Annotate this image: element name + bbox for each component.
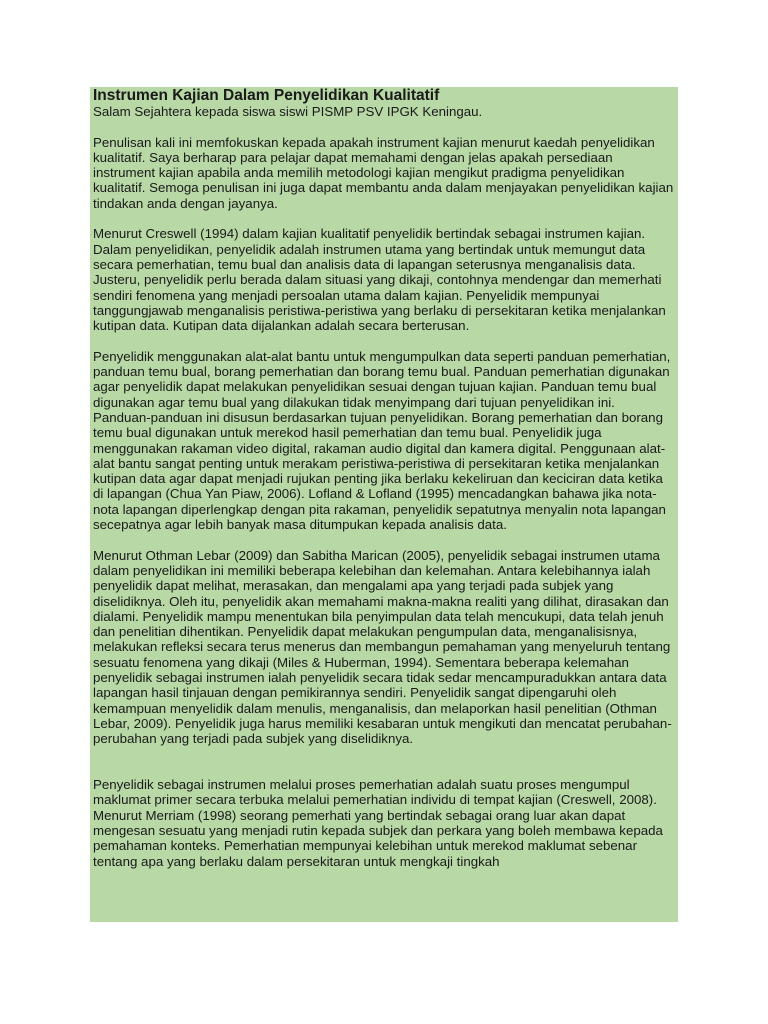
greeting-line: Salam Sejahtera kepada siswa siswi PISMP PSV IPGK Keningau.: [93, 104, 483, 119]
paragraph-spacer: [93, 762, 675, 777]
paragraph-tools: Penyelidik menggunakan alat-alat bantu untuk mengumpulkan data seperti panduan pemerhatian, panduan temu bual, borang pemerhatian dan borang temu bual. Panduan pemerhatian digunakan agar penyelidik dapat melakukan penyelidikan sesuai dengan tujuan kajian. Panduan temu bual digunakan agar temu bual yang dilakukan tidak menyimpang dari tujuan penyelidikan ini. Panduan-panduan ini disusun berdasarkan tujuan penyelidikan. Borang pemerhatian dan borang temu bual digunakan untuk merekod hasil pemerhatian dan temu bual. Penyelidik juga menggunakan rakaman video digital, rakaman audio digital dan kamera digital. Penggunaan alat-alat bantu sangat penting untuk merakam peristiwa-peristiwa di persekitaran ketika menjalankan kutipan data agar dapat menjadi rujukan penting jika berlaku kekeliruan dan keciciran data ketika di lapangan (Chua Yan Piaw, 2006). Lofland & Lofland (1995) mencadangkan bahawa jika nota-nota lapangan diperlengkap dengan pita rakaman, penyelidik sepatutnya menyalin nota lapangan secepatnya agar lebih banyak masa ditumpukan kepada analisis data.: [93, 348, 671, 533]
document-body: [90, 87, 678, 869]
document-page: [90, 87, 678, 922]
paragraph-observation: Penyelidik sebagai instrumen melalui proses pemerhatian adalah suatu proses mengumpul maklumat primer secara terbuka melalui pemerhatian individu di tempat kajian (Creswell, 2008). Menurut Merriam (1998) seorang pemerhati yang bertindak sebagai orang luar akan dapat mengesan sesuatu yang menjadi rutin kepada subjek dan perkara yang boleh membawa kepada pemahaman konteks. Pemerhatian mempunyai kelebihan untuk merekod maklumat sebenar tentang apa yang berlaku dalam persekitaran untuk mengkaji tingkah: [93, 777, 663, 869]
document-title: Instrumen Kajian Dalam Penyelidikan Kualitatif: [93, 87, 440, 104]
paragraph-creswell: Menurut Creswell (1994) dalam kajian kualitatif penyelidik bertindak sebagai instrumen kajian. Dalam penyelidikan, penyelidik adalah instrumen utama yang bertindak untuk memungut data secara pemerhatian, temu bual dan analisis data di lapangan seterusnya menganalisis data. Justeru, penyelidik perlu berada dalam situasi yang dikaji, contohnya mendengar dan memerhati sendiri fenomena yang menjadi persoalan utama dalam kajian. Penyelidik mempunyai tanggungjawab menganalisis peristiwa-peristiwa yang berlaku di persekitaran ketika menjalankan kutipan data. Kutipan data dijalankan adalah secara berterusan.: [93, 226, 666, 334]
paragraph-strengths-weaknesses: Menurut Othman Lebar (2009) dan Sabitha Marican (2005), penyelidik sebagai instrumen utama dalam penyelidikan ini memiliki beberapa kelebihan dan kelemahan. Antara kelebihannya ialah penyelidik dapat melihat, merasakan, dan mengalami apa yang terjadi pada subjek yang diselidiknya. Oleh itu, penyelidik akan memahami makna-makna realiti yang dilihat, dirasakan dan dialami. Penyelidik mampu menentukan bila penyimpulan data telah mencukupi, data telah jenuh dan penelitian dihentikan. Penyelidik dapat melakukan pengumpulan data, menganalisisnya, melakukan refleksi secara terus menerus dan membangun pemahaman yang menyeluruh tentang sesuatu fenomena yang dikaji (Miles & Huberman, 1994). Sementara beberapa kelemahan penyelidik sebagai instrumen ialah penyelidik secara tidak sedar mencampuradukkan antara data lapangan hasil tinjauan dengan pemikirannya sendiri. Penyelidik sangat dipengaruhi oleh kemampuan menyelidik dalam menulis, menganalisis, dan melaporkan hasil penelitian (Othman Lebar, 2009). Penyelidik juga harus memiliki kesabaran untuk mengikuti dan mencatat perubahan-perubahan yang terjadi pada subjek yang diselidiknya.: [93, 547, 672, 747]
paragraph-intro: Penulisan kali ini memfokuskan kepada apakah instrument kajian menurut kaedah penyelidikan kualitatif. Saya berharap para pelajar dapat memahami dengan jelas apakah persediaan instrument kajian apabila anda memilih metodologi kajian mengikut pradigma penyelidikan kualitatif. Semoga penulisan ini juga dapat membantu anda dalam menjayakan penyelidikan kajian tindakan anda dengan jayanya.: [93, 134, 674, 211]
